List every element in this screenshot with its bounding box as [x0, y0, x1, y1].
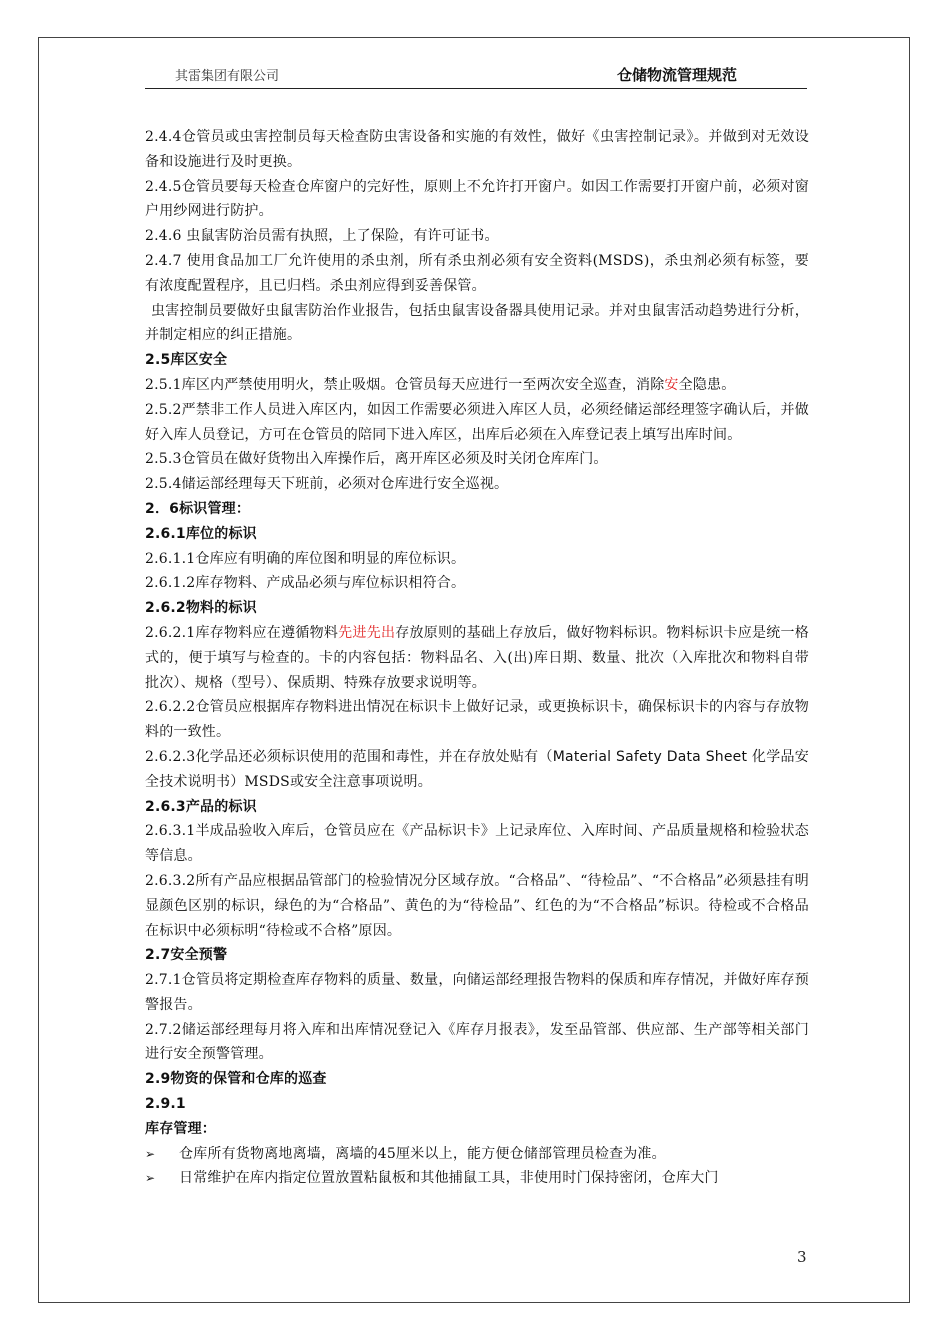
highlight-text: 安 [664, 376, 679, 393]
paragraph-pest-report: 虫害控制员要做好虫鼠害防治作业报告，包括虫鼠害设备器具使用记录。并对虫鼠害活动趋势进行分析，并制定相应的纠正措施。 [145, 302, 809, 344]
paragraph-2-6-2-3: 2.6.2.3化学品还必须标识使用的范围和毒性，并在存放处贴有（Material Safety Data Sheet 化学品安全技术说明书）MSDS或安全注意事项说明。 [145, 748, 809, 790]
document-body [145, 125, 809, 1191]
paragraph-2-6-1-1: 2.6.1.1仓库应有明确的库位图和明显的库位标识。 [145, 550, 466, 567]
paragraph-2-5-4: 2.5.4储运部经理每天下班前，必须对仓库进行安全巡视。 [145, 476, 509, 493]
paragraph-2-6-2-2: 2.6.2.2仓管员应根据库存物料进出情况在标识卡上做好记录，或更换标识卡，确保标识卡的内容与存放物料的一致性。 [145, 699, 809, 741]
paragraph-2-4-5: 2.4.5仓管员要每天检查仓库窗户的完好性，原则上不允许打开窗户。如因工作需要打开窗户前，必须对窗户用纱网进行防护。 [145, 178, 809, 220]
paragraph-2-7-1: 2.7.1仓管员将定期检查库存物料的质量、数量，向储运部经理报告物料的保质和库存情况，并做好库存预警报告。 [145, 972, 809, 1013]
arrow-bullet-icon: ➢ [145, 1146, 156, 1161]
bullet-item: ➢ 日常维护在库内指定位置放置粘鼠板和其他捕鼠工具，非使用时门保持密闭，仓库大门 [145, 1166, 809, 1191]
heading-2-7: 2.7安全预警 [145, 947, 228, 964]
paragraph-2-4-7: 2.4.7 使用食品加工厂允许使用的杀虫剂，所有杀虫剂必须有安全资料(MSDS)，杀虫剂必须有标签，要有浓度配置程序，且已归档。杀虫剂应得到妥善保管。 [145, 252, 809, 294]
paragraph-2-7-2: 2.7.2储运部经理每月将入库和出库情况登记入《库存月报表》，发至品管部、供应部、生产部等相关部门进行安全预警管理。 [145, 1021, 809, 1063]
paragraph-2-5-1: 2.5.1库区内严禁使用明火，禁止吸烟。仓管员每天应进行一至两次安全巡查，消除安全隐患。 [145, 376, 736, 393]
paragraph-2-6-3-1: 2.6.3.1半成品验收入库后，仓管员应在《产品标识卡》上记录库位、入库时间、产品质量规格和检验状态等信息。 [145, 823, 809, 865]
paragraph-2-4-4: 2.4.4仓管员或虫害控制员每天检查防虫害设备和实施的有效性，做好《虫害控制记录》。并做到对无效设备和设施进行及时更换。 [145, 129, 809, 170]
page-header [145, 62, 807, 89]
arrow-bullet-icon: ➢ [145, 1171, 156, 1186]
bullet-item: ➢ 仓库所有货物离地离墙，离墙的45厘米以上，能方便仓储部管理员检查为准。 [145, 1142, 809, 1167]
page-number: 3 [797, 1248, 807, 1266]
paragraph-2-5-3: 2.5.3仓管员在做好货物出入库操作后，离开库区必须及时关闭仓库库门。 [145, 451, 608, 468]
heading-2-6-1: 2.6.1库位的标识 [145, 525, 257, 542]
heading-2-5: 2.5库区安全 [145, 352, 228, 369]
heading-2-6: 2．6标识管理： [145, 500, 251, 517]
paragraph-2-4-6: 2.4.6 虫鼠害防治员需有执照，上了保险，有许可证书。 [145, 228, 499, 245]
paragraph-2-5-2: 2.5.2严禁非工作人员进入库区内，如因工作需要必须进入库区人员，必须经储运部经理签字确认后，并做好入库人员登记，方可在仓管员的陪同下进入库区，出库后必须在入库登记表上填写出库时间。 [145, 401, 809, 443]
company-name: 其雷集团有限公司 [175, 69, 280, 84]
paragraph-2-6-1-2: 2.6.1.2库存物料、产成品必须与库位标识相符合。 [145, 575, 466, 592]
heading-2-9: 2.9物资的保管和仓库的巡查 [145, 1071, 327, 1088]
heading-2-6-3: 2.6.3产品的标识 [145, 798, 257, 815]
heading-inventory-management: 库存管理： [145, 1120, 216, 1137]
heading-2-6-2: 2.6.2物料的标识 [145, 600, 257, 617]
highlight-fifo: 先进先出 [338, 624, 396, 641]
heading-2-9-1: 2.9.1 [145, 1096, 186, 1113]
paragraph-2-6-2-1: 2.6.2.1库存物料应在遵循物料先进先出存放原则的基础上存放后，做好物料标识。物料标识卡应是统一格式的，便于填写与检查的。卡的内容包括：物料品名、入(出)库日期、数量、批次（入库批次和物料自带批次）、规格（型号）、保质期、特殊存放要求说明等。 [145, 624, 809, 691]
document-title: 仓储物流管理规范 [616, 66, 737, 84]
paragraph-2-6-3-2: 2.6.3.2所有产品应根据品管部门的检验情况分区域存放。“合格品”、“待检品”、“不合格品”必须悬挂有明显颜色区别的标识，绿色的为“合格品”、黄色的为“待检品”、红色的为“不合格品”标识。待检或不合格品在标识中必须标明“待检或不合格”原因。 [145, 872, 809, 939]
